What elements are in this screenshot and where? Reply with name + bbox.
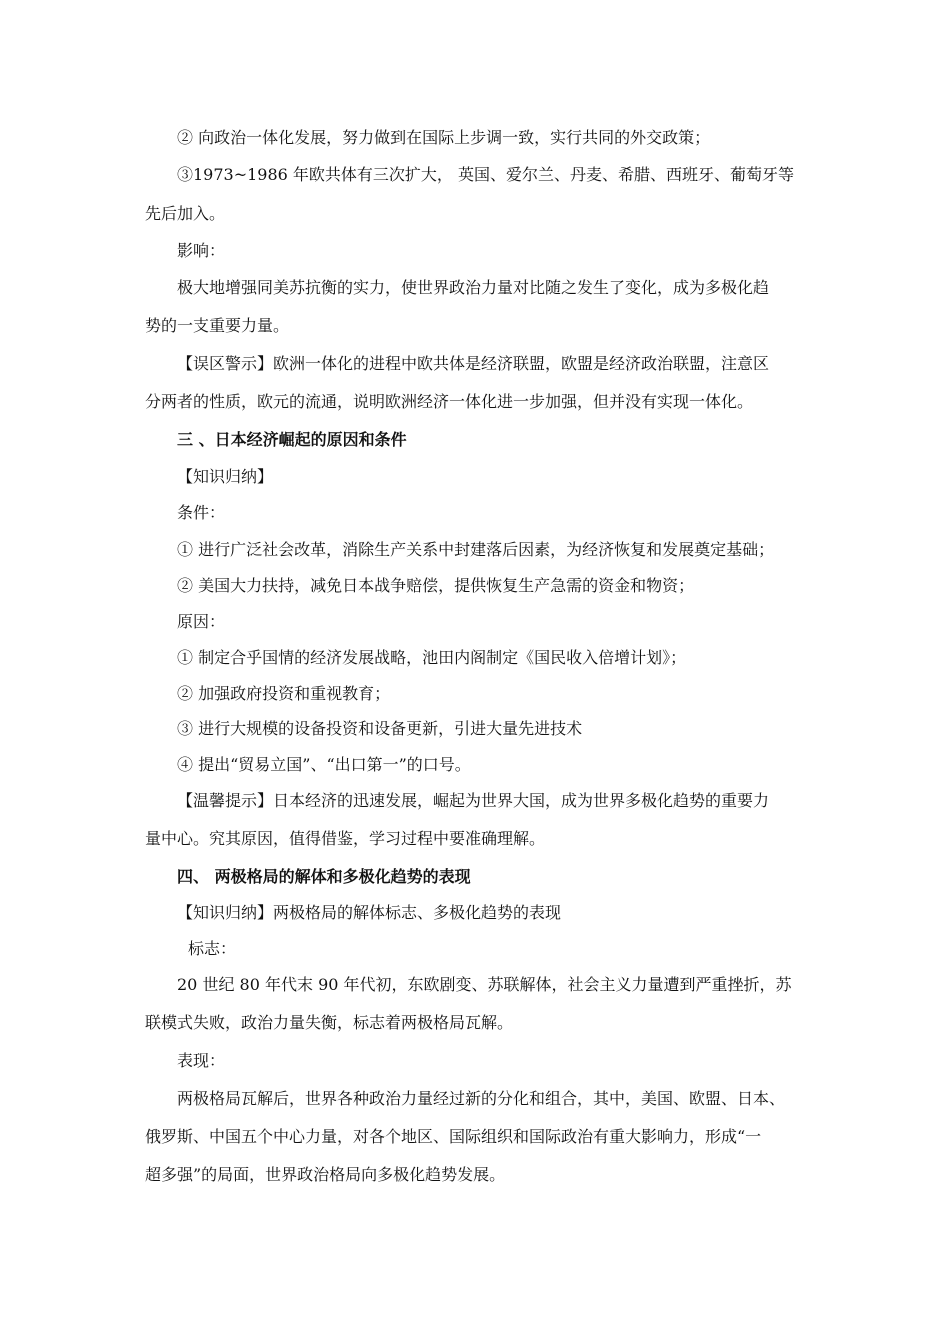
paragraph-line: 20 世纪 80 年代末 90 年代初，东欧剧变、苏联解体，社会主义力量遭到严重挫折，苏 (177, 975, 792, 994)
paragraph-line: 两极格局瓦解后，世界各种政治力量经过新的分化和组合，其中，美国、欧盟、日本、 (177, 1089, 786, 1108)
paragraph-line: 量中心。究其原因，值得借鉴，学习过程中要准确理解。 (145, 829, 546, 848)
list-item: ② 加强政府投资和重视教育； (177, 684, 391, 703)
knowledge-summary-label: 【知识归纳】 (177, 467, 274, 486)
paragraph-line: ② 向政治一体化发展，努力做到在国际上步调一致，实行共同的外交政策； (177, 128, 711, 147)
list-item: ③ 进行大规模的设备投资和设备更新，引进大量先进技术 (177, 719, 583, 738)
paragraph-line: ③1973~1986 年欧共体有三次扩大， 英国、爱尔兰、丹麦、希腊、西班牙、葡萄牙等 (177, 165, 795, 184)
subheading-manifestations: 表现： (177, 1051, 226, 1070)
subheading-signs: 标志： (188, 939, 237, 958)
section-heading-3: 三 、日本经济崛起的原因和条件 (177, 430, 407, 449)
tip-line: 【误区警示】欧洲一体化的进程中欧共体是经济联盟，欧盟是经济政治联盟，注意区 (177, 354, 770, 373)
tip-line: 【温馨提示】日本经济的迅速发展，崛起为世界大国，成为世界多极化趋势的重要力 (177, 791, 770, 810)
paragraph-line: 势的一支重要力量。 (145, 316, 290, 335)
paragraph-line: 俄罗斯、中国五个中心力量，对各个地区、国际组织和国际政治有重大影响力，形成“一 (145, 1127, 762, 1146)
knowledge-summary-label: 【知识归纳】两极格局的解体标志、多极化趋势的表现 (177, 903, 562, 922)
list-item: ① 进行广泛社会改革，消除生产关系中封建落后因素，为经济恢复和发展奠定基础； (177, 540, 775, 559)
paragraph-line: 超多强”的局面，世界政治格局向多极化趋势发展。 (145, 1165, 506, 1184)
list-item: ② 美国大力扶持，减免日本战争赔偿，提供恢复生产急需的资金和物资； (177, 576, 695, 595)
paragraph-line: 极大地增强同美苏抗衡的实力，使世界政治力量对比随之发生了变化，成为多极化趋 (177, 278, 770, 297)
paragraph-line: 联模式失败，政治力量失衡，标志着两极格局瓦解。 (145, 1013, 514, 1032)
section-heading-4: 四、 两极格局的解体和多极化趋势的表现 (177, 867, 471, 886)
subheading-reasons: 原因： (177, 612, 226, 631)
list-item: ① 制定合乎国情的经济发展战略，池田内阁制定《国民收入倍增计划》； (177, 648, 687, 667)
list-item: ④ 提出“贸易立国”、“出口第一”的口号。 (177, 755, 471, 774)
subheading-impact: 影响： (177, 241, 226, 260)
subheading-conditions: 条件： (177, 503, 226, 522)
paragraph-line: 分两者的性质，欧元的流通，说明欧洲经济一体化进一步加强，但并没有实现一体化。 (145, 392, 754, 411)
paragraph-line: 先后加入。 (145, 204, 226, 223)
